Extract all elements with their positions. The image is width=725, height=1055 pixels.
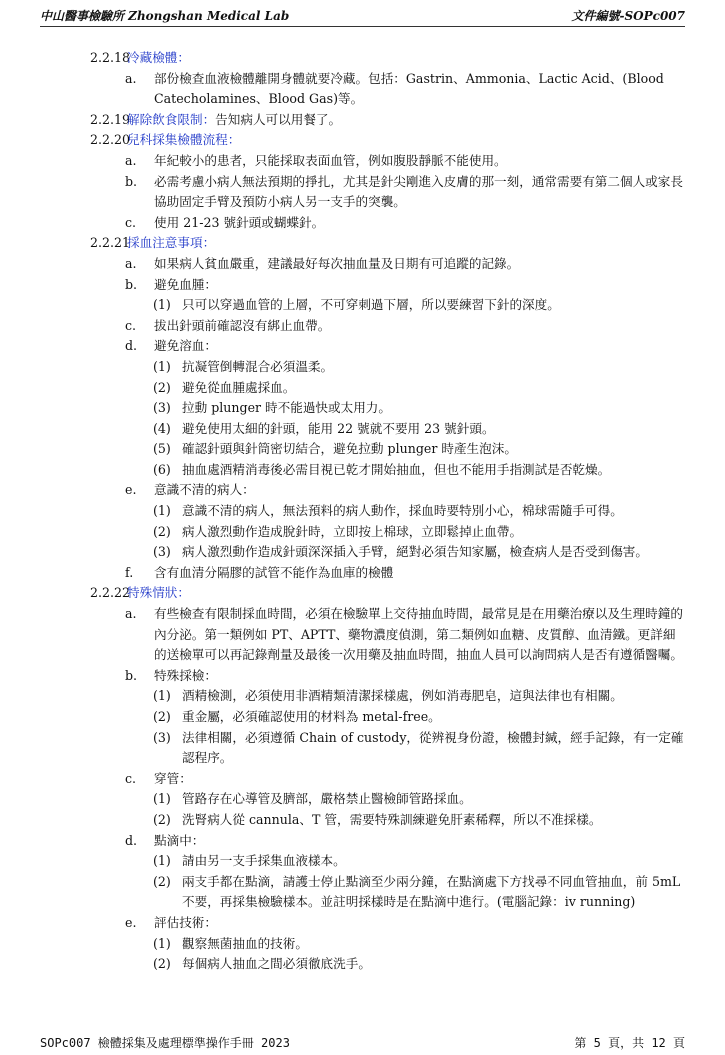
list-item — [0, 913, 725, 934]
list-item-text: 有些檢查有限制採血時間，必須在檢驗單上交待抽血時間，最常見是在用藥治療以及生理時鐘的內分泌。第一類例如 PT、APTT、藥物濃度偵測，第二類例如血糖、皮質醇、血清鐵。更詳細的送檢單可以再記錄劑量及最後一次用藥及抽血時間，抽血人員可以詢問病人是否有遵循醫囑。 — [154, 606, 683, 663]
section-title: 兒科採集檢體流程： — [127, 132, 241, 148]
list-marker: (1) — [153, 503, 171, 519]
sub-list-item — [0, 295, 725, 316]
list-item-text: 如果病人貧血嚴重，建議最好每次抽血量及日期有可追蹤的記錄。 — [154, 255, 520, 271]
sub-list-item — [0, 954, 725, 975]
section-number: 2.2.21 — [90, 235, 131, 251]
sub-list-item — [0, 707, 725, 728]
list-item-text: 病人激烈動作造成針頭深深插入手臂，絕對必須告知家屬，檢查病人是否受到傷害。 — [182, 544, 648, 560]
sub-list-item — [0, 460, 725, 481]
list-marker: (1) — [153, 935, 171, 951]
list-item-text: 兩支手都在點滴，請護士停止點滴至少兩分鐘，在點滴處下方找尋不同血管抽血，前 5mL 不要，再採集檢驗樣本。並註明採樣時是在點滴中進行。(電腦記錄：iv running) — [182, 873, 681, 910]
list-item-text: 確認針頭與針筒密切結合，避免拉動 plunger 時產生泡沫。 — [182, 441, 517, 457]
list-marker: b. — [125, 667, 138, 683]
list-item — [0, 316, 725, 337]
list-item-text: 避免血腫： — [154, 276, 217, 292]
footer-document-title: SOPc007 檢體採集及處理標準操作手冊 2023 — [40, 1036, 290, 1050]
sub-list-item — [0, 439, 725, 460]
document-body — [0, 48, 725, 975]
list-marker: (1) — [153, 297, 171, 313]
list-item — [0, 254, 725, 275]
list-marker: (2) — [153, 811, 171, 827]
section-number: 2.2.18 — [90, 50, 131, 65]
list-item — [0, 151, 725, 172]
list-item-text: 洗腎病人從 cannula、T 管，需要特殊訓練避免肝素稀釋，所以不准採樣。 — [182, 811, 602, 827]
list-marker: (4) — [153, 420, 171, 436]
list-marker: (3) — [153, 400, 171, 416]
list-item-text: 避免使用太細的針頭，能用 22 號就不要用 23 號針頭。 — [182, 420, 495, 436]
sub-list-item — [0, 398, 725, 419]
header-document-number: 文件編號-SOPc007 — [571, 9, 685, 23]
list-item-text: 法律相關，必須遵循 Chain of custody，從辨視身份證，檢體封緘，經手記錄，有一定確認程序。 — [182, 729, 684, 766]
section-inline-text: 告知病人可以用餐了。 — [215, 111, 342, 127]
list-item — [0, 213, 725, 234]
list-item-text: 意識不清的病人，無法預料的病人動作，採血時要特別小心，棉球需隨手可得。 — [182, 503, 623, 519]
list-item-text: 穿管： — [154, 770, 192, 786]
sub-list-item — [0, 357, 725, 378]
sub-list-item — [0, 872, 725, 913]
section-heading — [0, 110, 725, 131]
list-item-text: 避免從血腫處採血。 — [182, 379, 296, 395]
list-item-text: 評估技術： — [154, 914, 217, 930]
sub-list-item — [0, 686, 725, 707]
section-title: 採血注意事項： — [127, 235, 216, 251]
list-item — [0, 336, 725, 357]
section-title: 特殊情狀： — [127, 585, 190, 601]
list-marker: (5) — [153, 441, 171, 457]
list-item — [0, 275, 725, 296]
list-item-text: 只可以穿過血管的上層，不可穿刺過下層，所以要練習下針的深度。 — [182, 297, 560, 313]
list-marker: (2) — [153, 956, 171, 972]
list-item-text: 觀察無菌抽血的技術。 — [182, 935, 308, 951]
list-marker: d. — [125, 832, 138, 848]
list-item-text: 點滴中： — [154, 832, 205, 848]
sub-list-item — [0, 419, 725, 440]
sub-list-item — [0, 522, 725, 543]
list-marker: (1) — [153, 688, 171, 704]
section-heading — [0, 48, 725, 69]
list-item-text: 重金屬，必須確認使用的材料為 metal-free。 — [182, 709, 441, 724]
list-marker: f. — [125, 564, 134, 580]
section-title: 解除飲食限制：告知病人可以用餐了。 — [127, 111, 342, 127]
list-item-text: 含有血清分隔膠的試管不能作為血庫的檢體 — [154, 564, 394, 580]
sub-list-item — [0, 851, 725, 872]
list-item-text: 每個病人抽血之間必須徹底洗手。 — [182, 956, 371, 972]
list-item-text: 請由另一支手採集血液樣本。 — [182, 853, 346, 869]
list-marker: a. — [125, 606, 137, 622]
section-heading — [0, 583, 725, 604]
list-marker: e. — [125, 482, 137, 498]
list-marker: (2) — [153, 379, 171, 395]
list-marker: a. — [125, 70, 137, 86]
list-item-text: 特殊採檢： — [154, 667, 217, 683]
list-item — [0, 172, 725, 213]
list-marker: e. — [125, 914, 137, 930]
list-item-text: 使用 21-23 號針頭或蝴蝶針。 — [154, 214, 325, 230]
list-marker: (1) — [153, 791, 171, 807]
section-number: 2.2.22 — [90, 585, 131, 601]
list-marker: (2) — [153, 523, 171, 539]
list-item — [0, 563, 725, 584]
list-item-text: 拉動 plunger 時不能過快或太用力。 — [182, 400, 391, 416]
list-marker: (2) — [153, 873, 171, 889]
list-marker: b. — [125, 276, 138, 292]
sub-list-item — [0, 810, 725, 831]
list-item — [0, 480, 725, 501]
list-item — [0, 666, 725, 687]
list-marker: (1) — [153, 853, 171, 869]
list-marker: c. — [125, 770, 137, 786]
list-item-text: 年紀較小的患者，只能採取表面血管，例如腹股靜脈不能使用。 — [154, 152, 507, 168]
list-item-text: 避免溶血： — [154, 338, 217, 354]
list-item-text: 管路存在心導管及臍部，嚴格禁止醫檢師管路採血。 — [182, 791, 472, 807]
sub-list-item — [0, 789, 725, 810]
footer-page-number: 第 5 頁，共 12 頁 — [574, 1036, 685, 1050]
list-item-text: 酒精檢測，必須使用非酒精類清潔採樣處，例如消毒肥皂，這與法律也有相關。 — [182, 688, 623, 704]
list-marker: c. — [125, 214, 137, 230]
list-marker: (1) — [153, 358, 171, 374]
list-item-text: 拔出針頭前確認沒有綁止血帶。 — [154, 317, 331, 333]
page-header — [40, 7, 685, 25]
list-item — [0, 831, 725, 852]
list-item-text: 病人激烈動作造成脫針時，立即按上棉球，立即鬆掉止血帶。 — [182, 523, 523, 539]
list-marker: a. — [125, 152, 137, 168]
list-marker: c. — [125, 317, 137, 333]
header-lab-name: 中山醫事檢驗所 Zhongshan Medical Lab — [40, 9, 290, 23]
list-item — [0, 69, 725, 110]
list-item-text: 抽血處酒精消毒後必需目視已乾才開始抽血，但也不能用手指測試是否乾燥。 — [182, 461, 611, 477]
list-marker: (6) — [153, 461, 171, 477]
list-marker: (3) — [153, 729, 171, 745]
sub-list-item — [0, 542, 725, 563]
sub-list-item — [0, 934, 725, 955]
list-item-text: 意識不清的病人： — [154, 482, 255, 498]
section-heading — [0, 233, 725, 254]
list-marker: (3) — [153, 544, 171, 560]
list-item-text: 必需考慮小病人無法預期的掙扎，尤其是針尖剛進入皮膚的那一刻，通常需要有第二個人或家長協助固定手臂及預防小病人另一支手的突襲。 — [154, 173, 683, 210]
list-marker: (2) — [153, 709, 171, 724]
list-item-text: 部份檢查血液檢體離開身體就要冷藏。包括：Gastrin、Ammonia、Lactic Acid、(Blood Catecholamines、Blood Gas)等。 — [154, 70, 664, 107]
section-heading — [0, 130, 725, 151]
header-divider — [40, 26, 685, 27]
sub-list-item — [0, 378, 725, 399]
sub-list-item — [0, 728, 725, 769]
list-marker: b. — [125, 173, 138, 189]
list-marker: d. — [125, 338, 138, 354]
list-item — [0, 769, 725, 790]
sub-list-item — [0, 501, 725, 522]
list-marker: a. — [125, 255, 137, 271]
list-item — [0, 604, 725, 666]
section-title: 冷藏檢體： — [127, 50, 190, 65]
section-number: 2.2.19 — [90, 111, 131, 127]
section-number: 2.2.20 — [90, 132, 131, 148]
list-item-text: 抗凝管倒轉混合必須溫柔。 — [182, 358, 334, 374]
